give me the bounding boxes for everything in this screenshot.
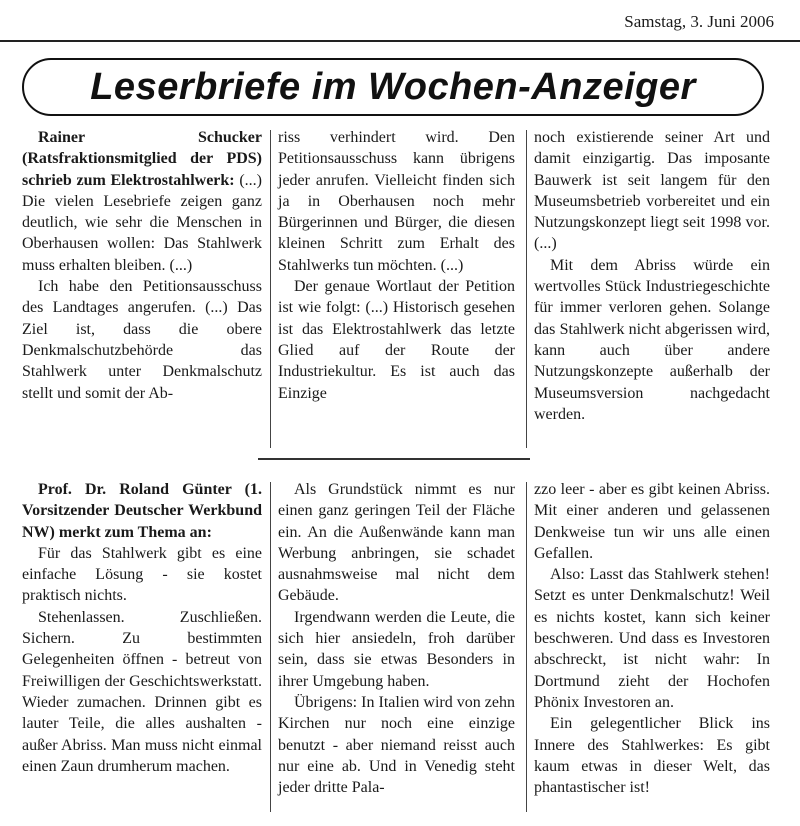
letter2-paragraph: Übrigens: In Italien wird von zehn Kirchen nur noch eine einzige benutzt - aber niemand reisst auch nur eine ab. Und in Venedig steht jeder dritte Pala- (278, 693, 515, 797)
column-divider (526, 130, 527, 448)
header-rule (0, 40, 800, 42)
letter1-paragraph: (...) Die vielen Lesebriefe zeigen ganz deutlich, wie sehr die Menschen in Oberhausen wollen: Das Stahlwerk muss erhalten bleiben. (...) (22, 171, 262, 274)
letter2-paragraph: zzo leer - aber es gibt keinen Abriss. Mit einer anderen und gelassenen Denkweise tun wir uns alle einen Gefallen. (534, 481, 770, 562)
letter2-column-1 (22, 479, 262, 777)
letter1-paragraph: riss verhindert wird. Den Petitionsausschuss kann übrigens jeder anrufen. Vielleicht finden sich ja in Oberhausen noch mehr Bürgerinnen und Bürger, die diesen kleinen Schritt zum Erhalt des Stahlwerks tun möchten. (...) (278, 129, 515, 274)
letter2-paragraph: Also: Lasst das Stahlwerk stehen! Setzt es unter Denkmalschutz! Weil es nichts kostet, kann sich keiner beschweren. Und dass es Investoren abschreckt, ist nicht wahr: In Dortmund zieht der Hochofen Phönix Investoren an. (534, 566, 770, 711)
column-divider (270, 482, 271, 812)
letter1-author: Rainer Schucker (Ratsfraktionsmitglied der PDS) schrieb zum Elektrostahlwerk: (22, 129, 262, 189)
letter1-paragraph: noch existierende seiner Art und damit einzigartig. Das imposante Bauwerk ist seit langem für den Museumsbetrieb vorbereitet und ein Nutzungskonzept liegt seit 1998 vor. (...) (534, 129, 770, 253)
letter1-column-3 (534, 127, 770, 425)
column-divider (526, 482, 527, 812)
letter1-paragraph: Der genaue Wortlaut der Petition ist wie folgt: (...) Historisch gesehen ist das Elektrostahlwerk das letzte Glied auf der Route der Industriekultur. Es ist auch das Einzige (278, 278, 515, 402)
column-divider (270, 130, 271, 448)
letter2-paragraph: Als Grundstück nimmt es nur einen ganz geringen Teil der Fläche ein. An die Außenwände kann man Werbung anbringen, sie schadet ausnahmsweise mal nicht dem Gebäude. (278, 481, 515, 605)
letter2-paragraph: Irgendwann werden die Leute, die sich hier ansiedeln, froh darüber sein, dass sie etwas Besonders in ihrer Umgebung haben. (278, 608, 515, 690)
letter2-paragraph: Für das Stahlwerk gibt es eine einfache Lösung - sie kostet praktisch nichts. (22, 544, 262, 605)
issue-date: Samstag, 3. Juni 2006 (624, 12, 774, 31)
letter2-author: Prof. Dr. Roland Günter (1. Vorsitzender Deutscher Werkbund NW) merkt zum Thema an: (22, 481, 262, 541)
letter1-paragraph: Mit dem Abriss würde ein wertvolles Stück Industriegeschichte für immer verloren gehen. Solange das Stahlwerk nicht abgerissen wird, kann auch über andere Nutzungskonzepte außerhalb der Museumsversion nachgedacht werden. (534, 256, 770, 423)
letter2-column-2 (278, 479, 515, 798)
section-banner (22, 58, 764, 116)
letter1-paragraph: Ich habe den Petitionsausschuss des Landtages angerufen. (...) Das Ziel ist, dass die obere Denkmalschutzbehörde das Stahlwerk unter Denkmalschutz stellt und somit der Ab- (22, 278, 262, 402)
letter2-column-3 (534, 479, 770, 798)
letter2-paragraph: Ein gelegentlicher Blick ins Innere des Stahlwerkes: Es gibt kaum etwas in dieser Welt, das phantastischer ist! (534, 715, 770, 797)
section-title: Leserbriefe im Wochen-Anzeiger (90, 65, 696, 108)
letter1-column-2 (278, 127, 515, 404)
letter-separator (258, 458, 530, 460)
letter2-paragraph: Stehenlassen. Zuschließen. Sichern. Zu bestimmten Gelegenheiten öffnen - betreut von Freiwilligen der Geschichtswerkstatt. Wieder zumachen. Drinnen gibt es lauter Teile, die alles aushalten - außer Abriss. Man muss nicht einmal einen Zaun drumherum machen. (22, 608, 262, 775)
letter1-column-1 (22, 127, 262, 404)
